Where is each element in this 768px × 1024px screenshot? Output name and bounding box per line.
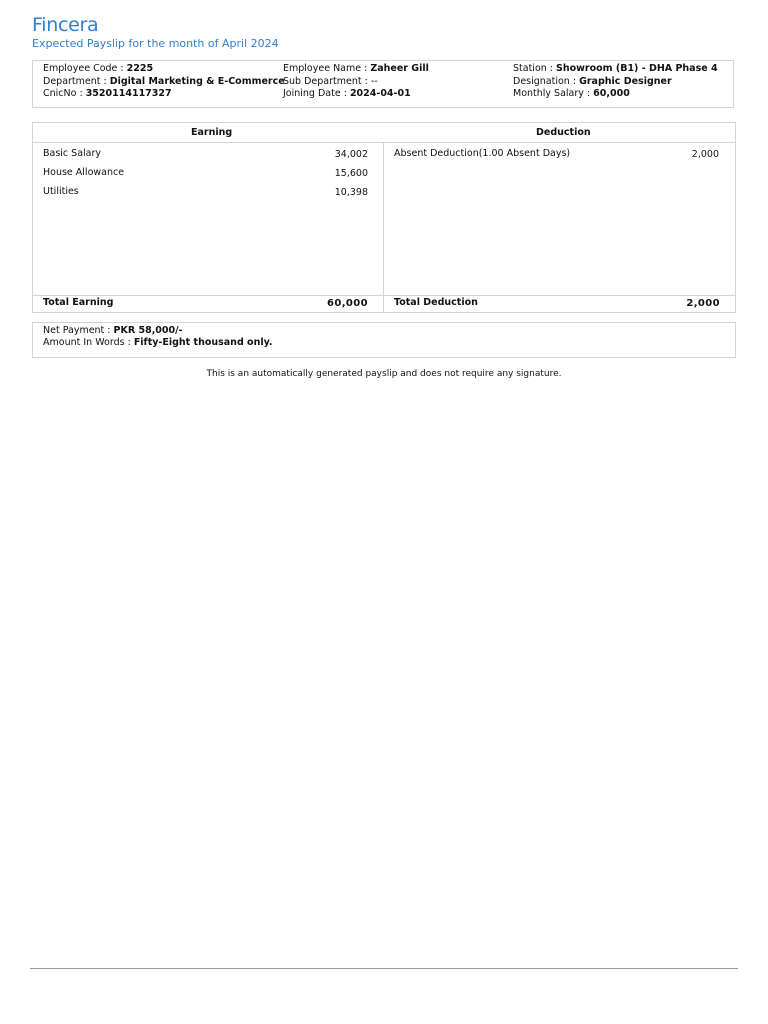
net-payment-panel — [32, 322, 736, 358]
amount-in-words-label: Amount In Words : — [43, 337, 134, 348]
earning-label-utilities: Utilities — [43, 186, 79, 197]
earnings-deductions-table — [32, 122, 736, 313]
earning-amount-house-allowance: 15,600 — [334, 168, 368, 179]
earning-amount-basic-salary: 34,002 — [334, 149, 368, 160]
sub-department-label: Sub Department : — [283, 75, 371, 87]
total-deduction-label: Total Deduction — [394, 297, 478, 308]
department-row — [43, 76, 285, 89]
column-divider — [383, 143, 384, 312]
employee-info-panel — [32, 60, 734, 108]
earning-column-header: Earning — [191, 127, 233, 138]
designation-label: Designation : — [513, 75, 580, 87]
total-earning-label: Total Earning — [43, 297, 114, 308]
sub-department-row — [283, 76, 429, 89]
net-payment-value: PKR 58,000/- — [113, 325, 183, 336]
sub-department-value: -- — [370, 75, 378, 87]
page-bottom-rule — [30, 968, 738, 969]
employee-code-label: Employee Code : — [43, 63, 127, 74]
employee-info-column-1 — [43, 63, 285, 101]
cnic-value: 3520114117327 — [85, 88, 172, 99]
cnic-row — [43, 88, 285, 101]
employee-code-row — [43, 63, 285, 76]
deduction-column-header: Deduction — [536, 127, 591, 138]
designation-row — [513, 76, 718, 89]
amount-in-words-row — [43, 337, 273, 348]
monthly-salary-label: Monthly Salary : — [513, 88, 594, 99]
cnic-label: CnicNo : — [43, 88, 86, 99]
joining-date-row — [283, 88, 429, 101]
joining-date-label: Joining Date : — [283, 88, 350, 99]
employee-name-label: Employee Name : — [283, 63, 371, 74]
totals-separator — [33, 295, 735, 296]
table-header-row — [33, 123, 735, 143]
employee-name-row — [283, 63, 429, 76]
auto-generated-note: This is an automatically generated payslip and does not require any signature. — [206, 369, 562, 379]
department-value: Digital Marketing & E-Commerce — [109, 75, 285, 87]
designation-value: Graphic Designer — [579, 75, 672, 87]
monthly-salary-row — [513, 88, 718, 101]
earning-label-basic-salary: Basic Salary — [43, 148, 102, 159]
station-value: Showroom (B1) - DHA Phase 4 — [556, 63, 718, 74]
earning-label-house-allowance: House Allowance — [43, 167, 125, 178]
total-deduction-value: 2,000 — [686, 298, 720, 309]
net-payment-row — [43, 325, 183, 336]
joining-date-value: 2024-04-01 — [349, 88, 411, 99]
employee-info-column-3 — [513, 63, 718, 101]
employee-info-column-2 — [283, 63, 429, 101]
department-label: Department : — [43, 75, 110, 87]
payslip-subtitle: Expected Payslip for the month of April 2024 — [32, 37, 279, 50]
amount-in-words-value: Fifty-Eight thousand only. — [133, 337, 273, 348]
company-name: Fincera — [32, 14, 99, 36]
station-label: Station : — [513, 63, 557, 74]
employee-name-value: Zaheer Gill — [370, 63, 429, 74]
monthly-salary-value: 60,000 — [593, 88, 630, 99]
station-row — [513, 63, 718, 76]
deduction-amount-absent: 2,000 — [691, 149, 719, 160]
net-payment-label: Net Payment : — [43, 325, 114, 336]
employee-code-value: 2225 — [126, 63, 154, 74]
earning-amount-utilities: 10,398 — [334, 187, 368, 198]
total-earning-value: 60,000 — [327, 298, 368, 309]
deduction-label-absent: Absent Deduction(1.00 Absent Days) — [394, 148, 571, 159]
